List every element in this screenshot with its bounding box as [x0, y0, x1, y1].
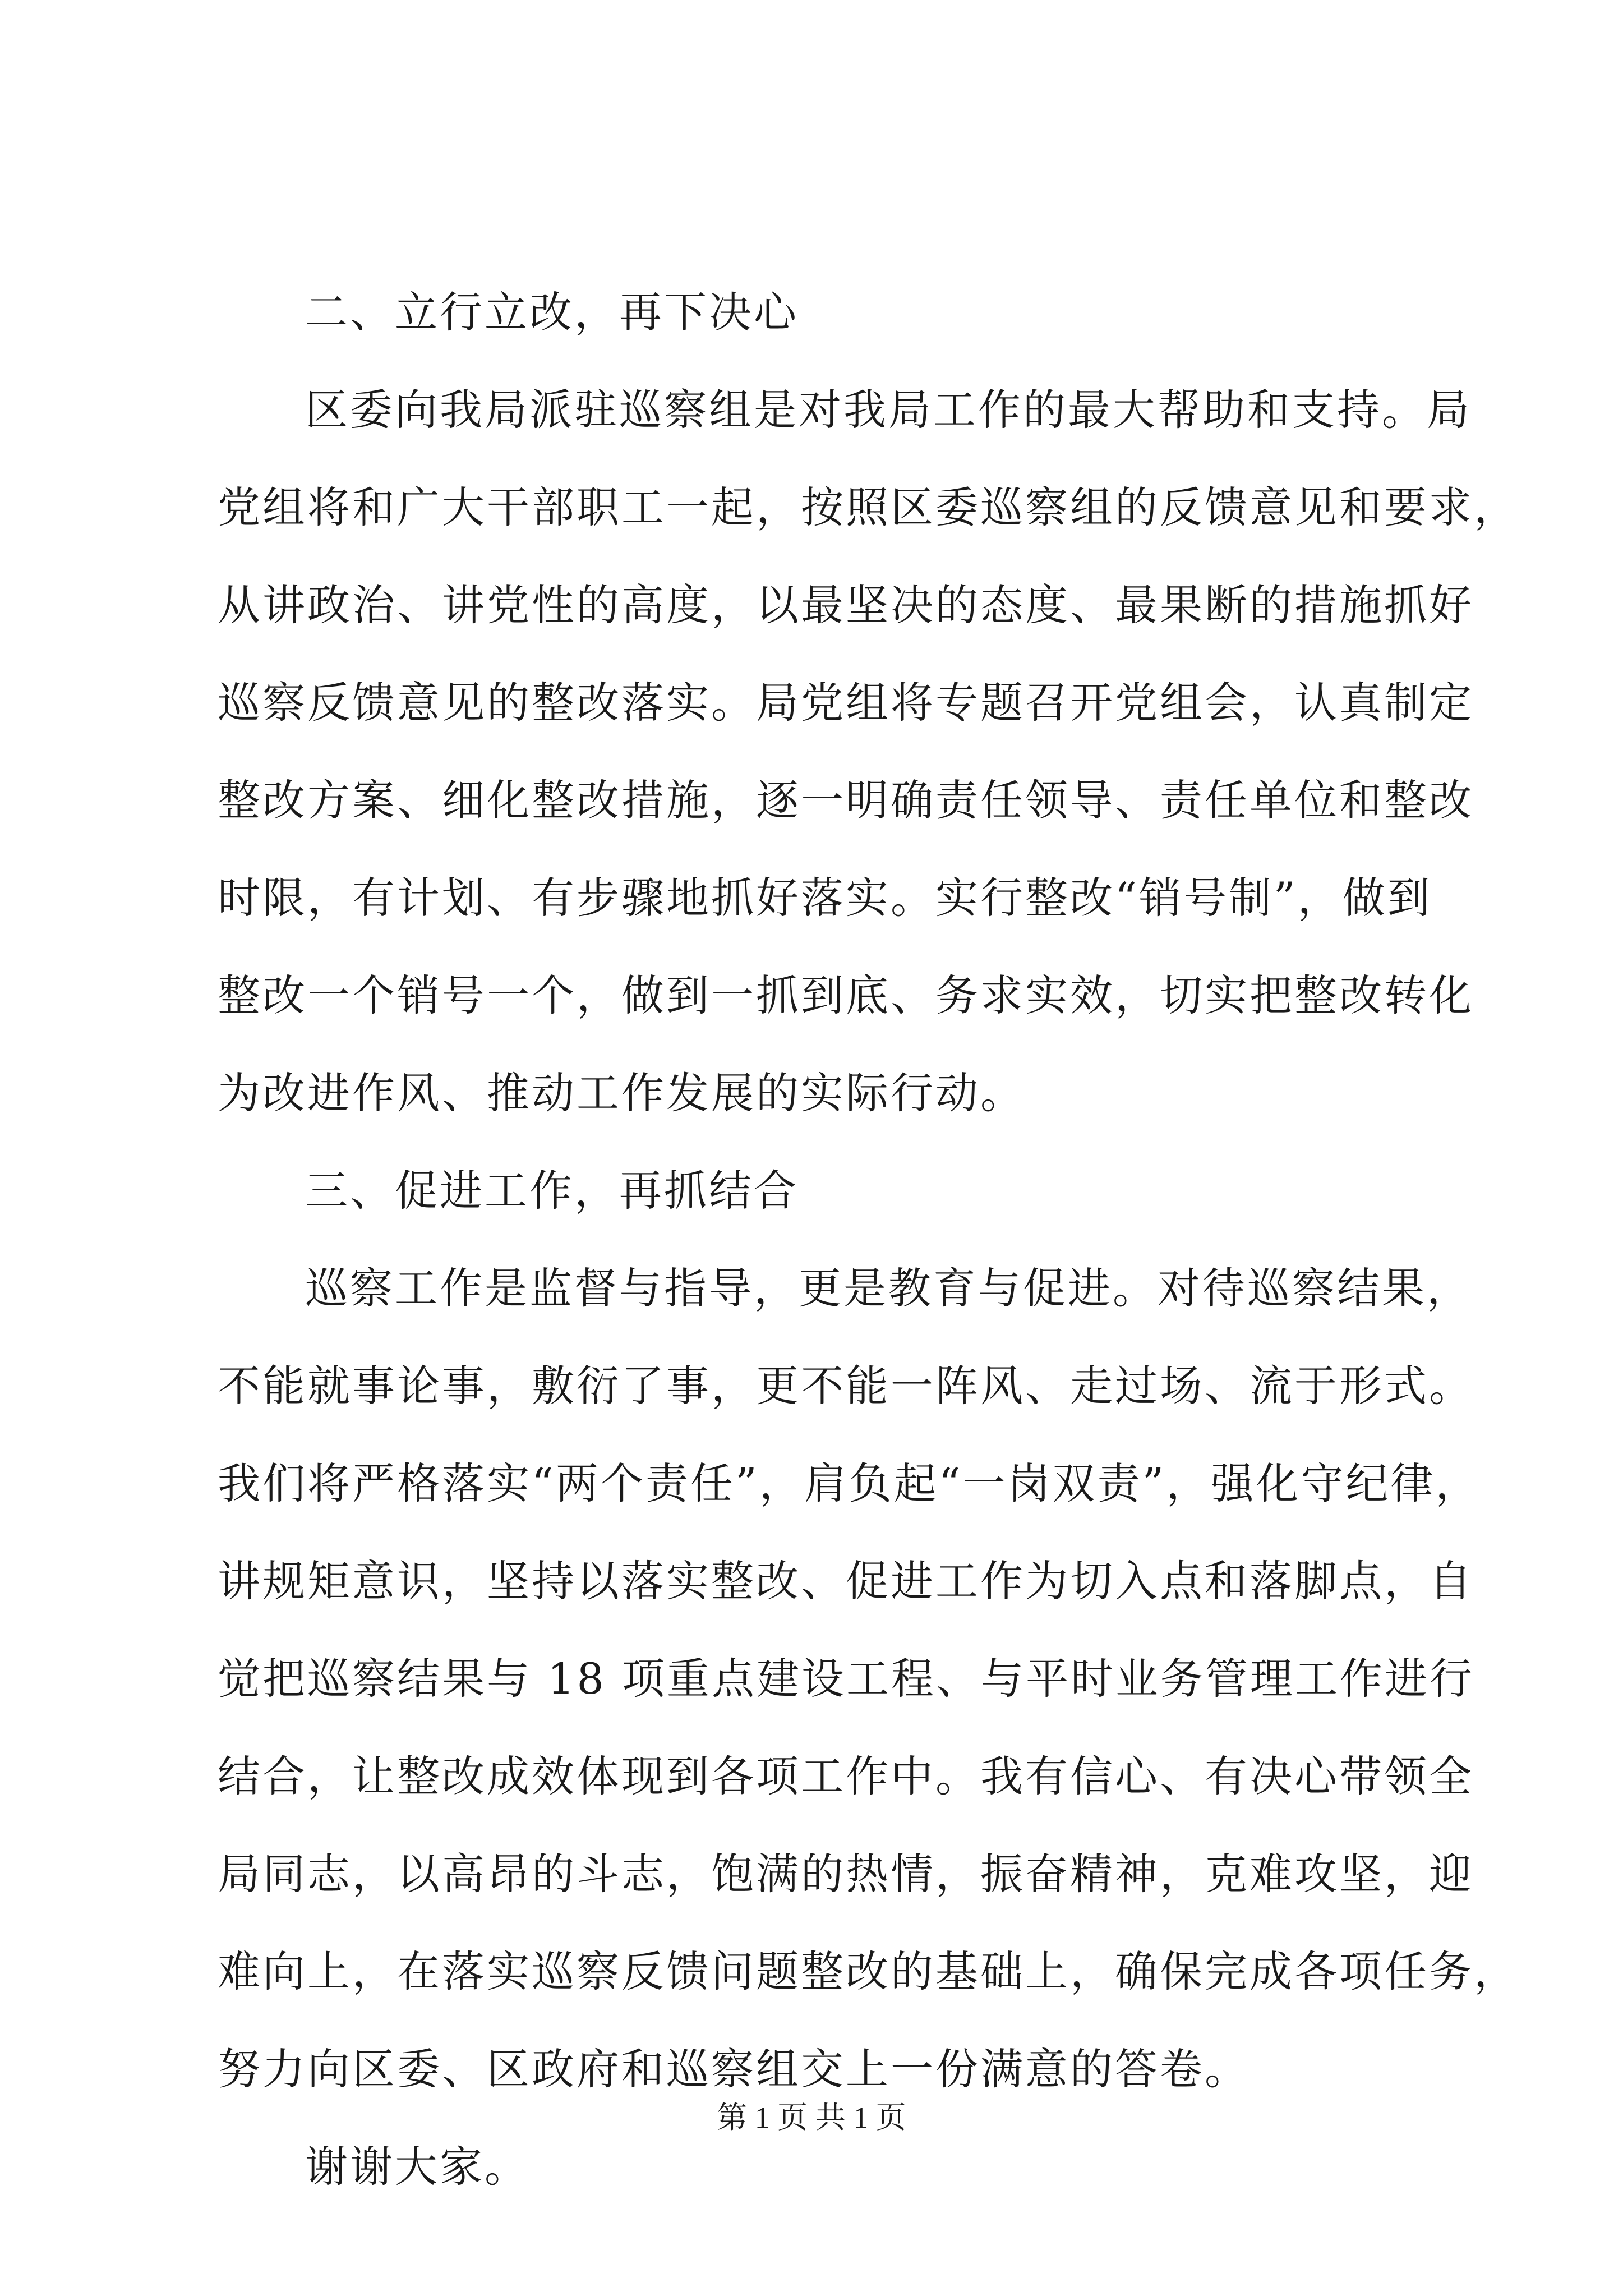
paragraph-line: 巡察反馈意见的整改落实。局党组将专题召开党组会，认真制定 — [218, 678, 1474, 728]
section-heading: 三、促进工作，再抓结合 — [305, 1166, 799, 1216]
paragraph-line: 时限，有计划、有步骤地抓好落实。实行整改“销号制”，做到 — [218, 873, 1432, 923]
paragraph-line: 为改进作风、推动工作发展的实际行动。 — [218, 1068, 1025, 1118]
paragraph-line: 觉把巡察结果与 18 项重点建设工程、与平时业务管理工作进行 — [218, 1654, 1475, 1704]
document-body — [218, 264, 1519, 2216]
paragraph-line: 局同志，以高昂的斗志，饱满的热情，振奋精神，克难攻坚，迎 — [218, 1849, 1474, 1899]
section-heading: 二、立行立改，再下决心 — [305, 287, 799, 337]
page-number-footer: 第 1 页 共 1 页 — [717, 2101, 906, 2134]
paragraph-line: 从讲政治、讲党性的高度，以最坚决的态度、最果断的措施抓好 — [218, 580, 1474, 630]
paragraph-line: 巡察工作是监督与指导，更是教育与促进。对待巡察结果， — [305, 1263, 1472, 1313]
paragraph-line: 党组将和广大干部职工一起，按照区委巡察组的反馈意见和要求， — [218, 482, 1519, 532]
paragraph-line: 努力向区委、区政府和巡察组交上一份满意的答卷。 — [218, 2044, 1249, 2094]
paragraph-line: 不能就事论事，敷衍了事，更不能一阵风、走过场、流于形式。 — [218, 1361, 1474, 1411]
paragraph-line: 讲规矩意识，坚持以落实整改、促进工作为切入点和落脚点，自 — [218, 1556, 1474, 1606]
closing-remark: 谢谢大家。 — [305, 2142, 529, 2192]
paragraph-line: 结合，让整改成效体现到各项工作中。我有信心、有决心带领全 — [218, 1751, 1474, 1801]
paragraph-line: 整改一个销号一个，做到一抓到底、务求实效，切实把整改转化 — [218, 970, 1474, 1020]
paragraph-line: 整改方案、细化整改措施，逐一明确责任领导、责任单位和整改 — [218, 775, 1474, 825]
paragraph-line: 区委向我局派驻巡察组是对我局工作的最大帮助和支持。局 — [305, 385, 1472, 435]
paragraph-line: 难向上，在落实巡察反馈问题整改的基础上，确保完成各项任务， — [218, 1947, 1519, 1996]
paragraph-line: 我们将严格落实“两个责任”，肩负起“一岗双责”，强化守纪律， — [218, 1458, 1481, 1508]
